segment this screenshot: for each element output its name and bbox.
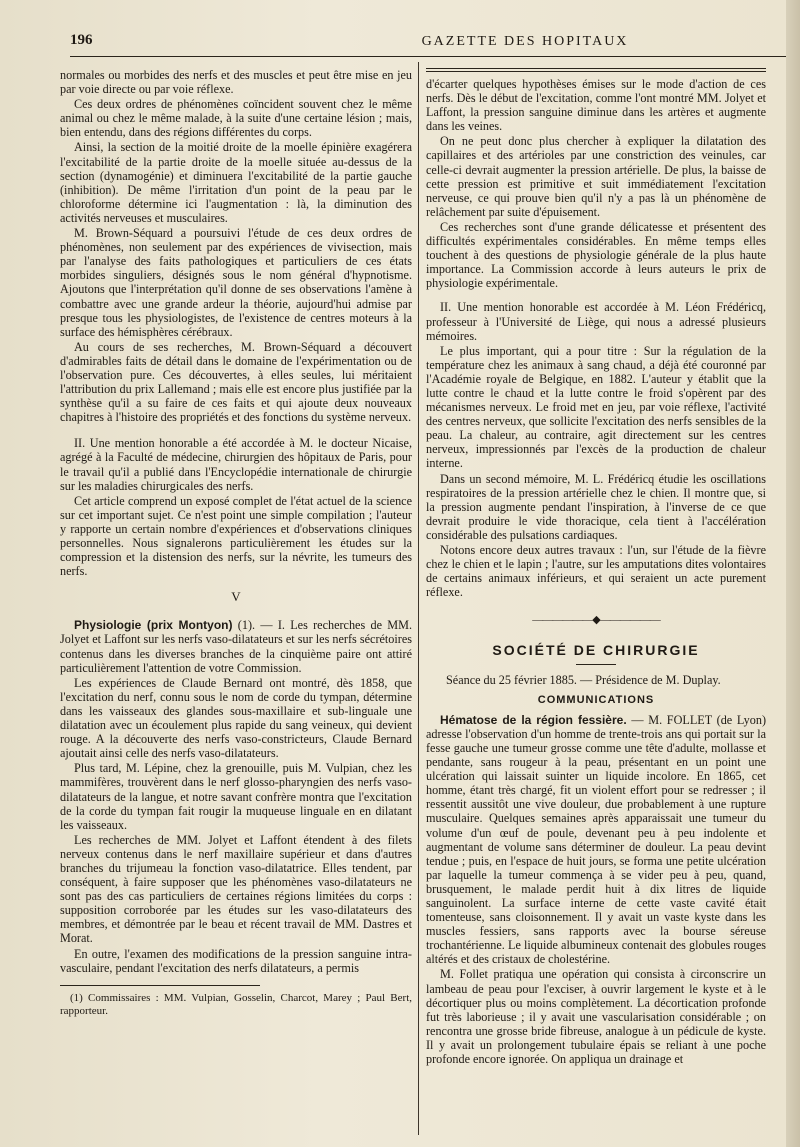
paragraph: Ces recherches sont d'une grande délicatesse et présentent des difficultés expérimentales considérables. En même temps elles touchent à des questions de physiologie générale de la plus haute importance. La Commission accorde à leurs auteurs le prix de physiologie expérimentale. — [426, 219, 766, 291]
left-column — [60, 68, 412, 1129]
paragraph: Notons encore deux autres travaux : l'un, sur l'étude de la fièvre chez le chien et le lapin ; l'autre, sur les amputations dites volontaires de certains animaux inférieurs, et qui seraient un acte purement réflexe. — [426, 543, 766, 600]
section-numeral: V — [231, 589, 241, 605]
paragraph: Dans un second mémoire, M. L. Frédéricq étudie les oscillations respiratoires de la pression artérielle chez le chien. Il montre que, si la pression augmente pendant l'inspiration, à l'inverse de ce que devrait produire le vide thoracique, cela tient à l'accélération considérable des pulsations cardiaques. — [426, 471, 766, 542]
paragraph-text: — M. FOLLET (de Lyon) adresse l'observation d'un homme de trente-trois ans qui portait sur la fesse gauche une tumeur grosse comme une tête d'adulte, mollasse et pendante, sans rougeur à la peau, présentant en un point une ulcération qui laissait suinter un liquide incolore. En 1865, cet homme, étant très chargé, fit un violent effort pour se redresser ; il ressentit aussitôt une vive douleur, due probablement à une rupture musculaire. Quelques semaines après apparaissait une tumeur du volume d'un œuf de poule, devenant peu à peu indolente et augmentant de volume sans déterminer de douleur. La peau devint tendue ; puis, en l'espace de huit jours, se forma une petite ulcération par laquelle la tumeur commença à se vider peu à peu, quand, brusquement, le malade perdit huit à dix litres de liquide sanguinolent. La surface interne de cette vaste cavité était tomenteuse, sans cloisonnement. Il y avait un vaste kyste dans les muscles fessiers, sans rapports avec la bourse séreuse trochantérienne. Le liquide albumineux contenait des globules rouges altérés et des cristaux de cholestérine. — [426, 712, 766, 967]
paragraph: Cet article comprend un exposé complet de l'état actuel de la science sur cet important sujet. Ce n'est point une simple compilation ; l'auteur y rapporte un certain nombre d'expériences et d'observations cliniques personnelles. Nous signalerons particulièrement les études sur la compression et la distension des nerfs, sur la névrite, les tumeurs des nerfs. — [60, 493, 412, 579]
paragraph: normales ou morbides des nerfs et des muscles et peut être mise en jeu par voie directe ou par voie réflexe. — [60, 68, 412, 97]
page-header — [70, 30, 790, 57]
paragraph: Les recherches de MM. Jolyet et Laffont étendent à des filets nerveux contenus dans le nerf maxillaire supérieur et dans d'autres branches du trijumeau la fonction vaso-dilatatrice. Elles tendent, par conséquent, à faire supposer que les phénomènes vaso-dilatateurs ne sont pas des cas particuliers de certaines régions limitées du corps : supposition corroborée par les études sur les vaso-dilatateurs des membres, et démontrée par le beau et récent travail de MM. Dastres et Morat. — [60, 832, 412, 946]
section-title: SOCIÉTÉ DE CHIRURGIE — [492, 642, 700, 659]
paragraph: Les expériences de Claude Bernard ont montré, dès 1858, que l'excitation du nerf, connu sous le nom de corde du tympan, détermine dans les vaisseaux des glandes sous-maxillaire et sub-linguale une dilatation avec un écoulement plus rapide du sang veineux, qui devient rouge. A la découverte des nerfs vaso-constricteurs, Claude Bernard ajoutait ainsi celle des nerfs vaso-dilatateurs. — [60, 675, 412, 761]
paragraph: M. Follet pratiqua une opération qui consista à circonscrire un lambeau de peau pour l'exciser, à ouvrir largement le kyste et à le décortiquer plus ou moins complètement. La décortication profonde fut très laborieuse ; il y avait une vascularisation considérable ; on rencontra une grosse bride fibreuse, analogue à un pédicule de kyste. Il y avait un prolongement tubulaire épais se reliant à une poche profonde encore ignorée. On appliqua un drainage et — [426, 967, 766, 1066]
paragraph: M. Brown-Séquard a poursuivi l'étude de ces deux ordres de phénomènes, non seulement par des expériences de vivisection, mais par l'analyse des faits pathologiques et particuliers de ces états morbides singuliers, désignés sous le nom général d'hypnotisme. Ajoutons que l'interprétation qu'il donne de ses observations l'amène à combattre avec une grande ardeur la théorie, aujourd'hui admise par presque tous les physiologistes, de l'existence de centres moteurs à la surface des hémisphères cérébraux. — [60, 226, 412, 339]
paragraph: En outre, l'examen des modifications de la pression sanguine intra-vasculaire, pendant l'excitation des nerfs dilatateurs, a permis — [60, 946, 412, 975]
ornamental-divider: ——————◆—————— — [532, 614, 660, 627]
paragraph: Au cours de ses recherches, M. Brown-Séquard a découvert d'admirables faits de détail dans le domaine de l'expérimentation ou de l'observation pure. Ces découvertes, à elles seules, lui méritaient l'attribution du prix Lallemand ; mais elle est encore plus justifiée par la synthèse qu'il a su faire de ces faits et qui ajoute deux nouveaux chapitres à l'histoire des propriétés et des fonctions du système nerveux. — [60, 339, 412, 425]
title-rule — [576, 664, 616, 665]
paragraph: Le plus important, qui a pour titre : Sur la régulation de la température chez les animaux à sang chaud, a déjà été couronné par l'Académie royale de Belgique, en 1882. L'auteur y établit que la lutte contre le chaud et la lutte contre le froid s'opèrent par des mécanismes nerveux. Le froid met en jeu, par voie réflexe, l'activité des centres nerveux, que sollicite l'excitation des nerfs sensibles de la peau. La chaleur, au contraire, agit directement sur les centres nerveux, impressionnés par l'excès de la production de chaleur interne. — [426, 343, 766, 471]
column-divider — [418, 62, 419, 1135]
paragraph: Ces deux ordres de phénomènes coïncident souvent chez le même animal ou chez le même malade, à la suite d'une certaine lésion ; mais, bien entendu, dans des régions différentes du corps. — [60, 97, 412, 140]
subheading: COMMUNICATIONS — [537, 693, 655, 706]
footnote: (1) Commissaires : MM. Vulpian, Gosselin, Charcot, Marey ; Paul Bert, rapporteur. — [60, 991, 412, 1017]
hematose-paragraph — [426, 713, 766, 967]
paragraph: Ainsi, la section de la moitié droite de la moelle épinière exagérera l'excitabilité de la partie droite de la moelle située au-dessus de la section (dynamogénie) et diminuera l'excitabilité de la partie gauche (inhibition). De même l'irritation d'un point de la peau par le chloroforme détermine ici l'augmentation : là, la diminution des activités nerveuses et musculaires. — [60, 140, 412, 225]
right-column — [426, 68, 766, 1129]
run-in-heading: Physiologie (prix Montyon) — [74, 618, 233, 633]
paragraph: II. Une mention honorable a été accordée à M. le docteur Nicaise, agrégé à la Faculté de médecine, chirurgien des hôpitaux de Paris, pour le travail qu'il a publié dans l'Encyclopédie internationale de chirurgie sur les maladies chirurgicales des nerfs. — [60, 436, 412, 493]
paragraph: On ne peut donc plus chercher à expliquer la dilatation des capillaires et des artérioles par une constriction des veinules, car celle-ci devrait augmenter la pression artérielle. De plus, la baisse de cette pression est primitive et suit immédiatement l'excitation nerveuse, ce qui prouve bien qu'il n'y a pas là un phénomène de relâchement par suite d'épuisement. — [426, 134, 766, 219]
paragraph-text: (1). — I. Les recherches de MM. Jolyet et Laffont sur les nerfs vaso-dilatateurs et sur les nerfs sécrétoires contenus dans les diverses branches de la cinquième paire ont attiré particulièrement l'attention de votre Commission. — [60, 618, 412, 675]
run-in-heading: Hématose de la région fessière. — [440, 712, 627, 727]
page-number: 196 — [70, 32, 93, 48]
paragraph: Plus tard, M. Lépine, chez la grenouille, puis M. Vulpian, chez les mammifères, trouvèrent dans le nerf glosso-pharyngien des nerfs vaso-dilatateurs de la langue, et notre savant confrère montra que l'excitation de la corde du tympan fait rougir la muqueuse linguale en en dilatant les vaisseaux. — [60, 761, 412, 832]
physiology-paragraph — [60, 618, 412, 674]
top-double-rule — [426, 68, 766, 72]
paragraph: II. Une mention honorable est accordée à M. Léon Frédéricq, professeur à l'Université de Liège, qui nous a adressé plusieurs mémoires. — [426, 300, 766, 343]
session-line: Séance du 25 février 1885. — Présidence de M. Duplay. — [446, 672, 721, 687]
paragraph: d'écarter quelques hypothèses émises sur le mode d'action de ces nerfs. Dès le début de l'excitation, comme l'ont montré MM. Jolyet et Laffont, la pression sanguine diminue dans les artères et augmente dans les veines. — [426, 77, 766, 134]
journal-title: GAZETTE DES HOPITAUX — [421, 34, 629, 49]
footnote-rule — [60, 985, 260, 986]
page-edge-shadow — [786, 0, 800, 1147]
